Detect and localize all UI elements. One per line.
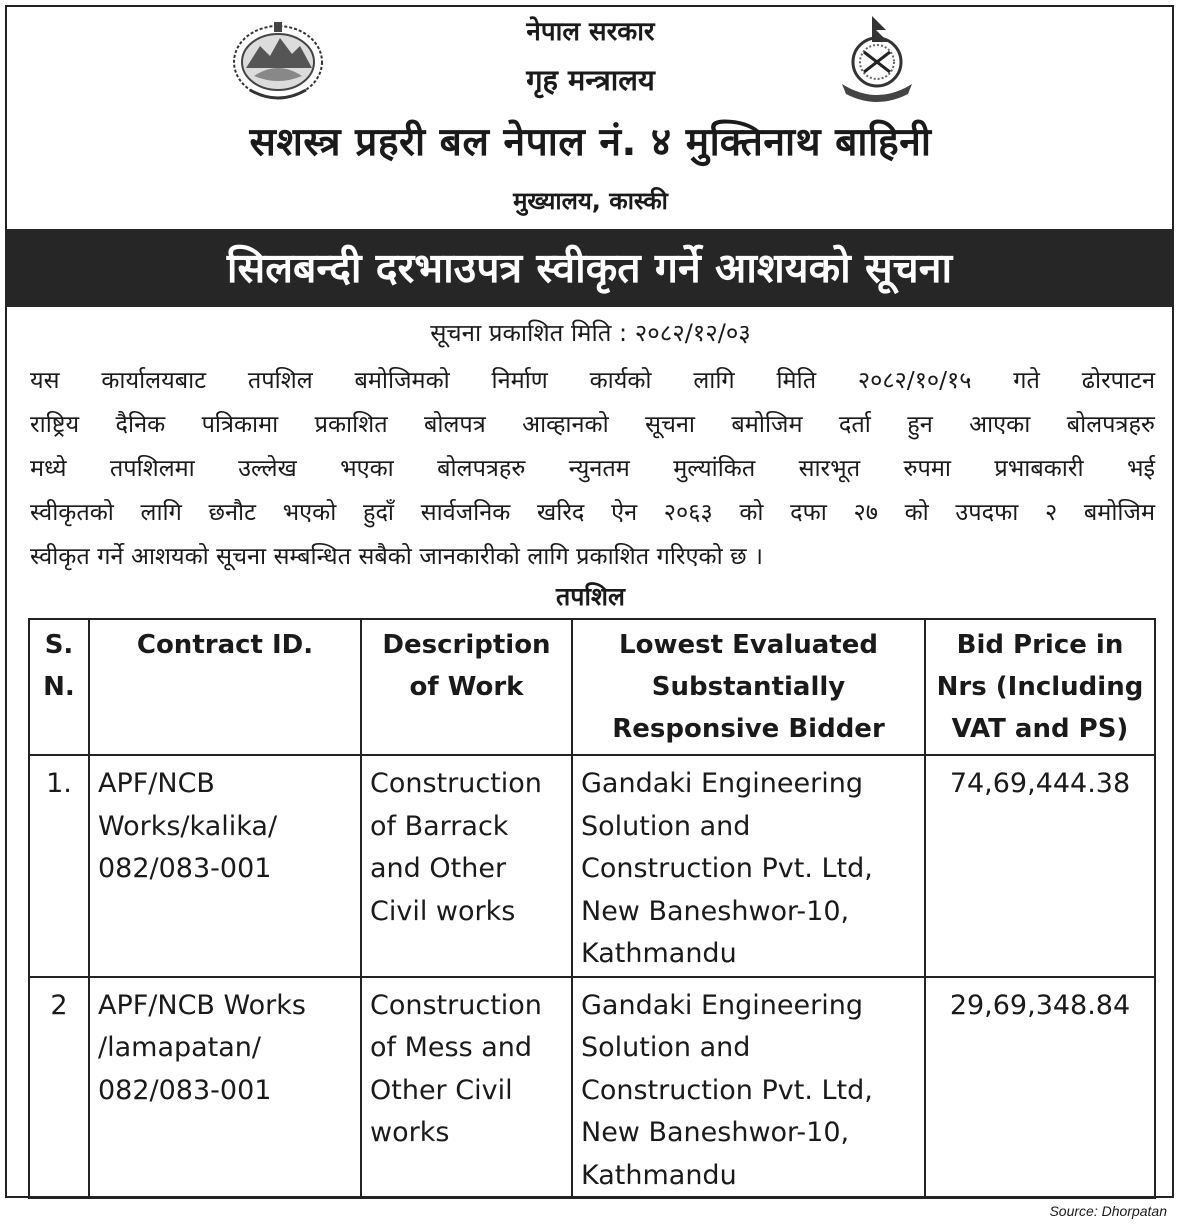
header-contract-id: Contract ID.	[89, 619, 361, 755]
contract-id-cell: APF/NCB Works /lamapatan/ 082/083-001	[89, 977, 361, 1199]
header-bid-price: Bid Price in Nrs (Including VAT and PS)	[925, 619, 1155, 755]
schedule-heading: तपशिल	[556, 582, 625, 611]
notice-body-line: स्वीकृत गर्ने आशयको सूचना सम्बन्धित सबैको जानकारीको लागि प्रकाशित गरिएको छ ।	[30, 542, 763, 570]
organization-name: सशस्त्र प्रहरी बल नेपाल नं. ४ मुक्तिनाथ बाहिनी	[249, 120, 932, 165]
table-row	[29, 755, 1155, 977]
bid-price-cell: 74,69,444.38	[925, 755, 1155, 977]
bidder-cell: Gandaki Engineering Solution and Construction Pvt. Ltd, New Baneshwor-10, Kathmandu	[572, 755, 925, 977]
headquarters-location: मुख्यालय, कास्की	[513, 187, 668, 215]
notice-body-line: यस कार्यालयबाट तपशिल बमोजिमको निर्माण कार्यको लागि मिति २०८२/१०/१५ गते ढोरपाटन	[30, 366, 1155, 394]
notice-body-line: स्वीकृतको लागि छनौट भएको हुदाँ सार्वजनिक खरिद ऐन २०६३ को दफा २७ को उपदफा २ बमोजिम	[30, 498, 1155, 526]
header-bidder: Lowest Evaluated Substantially Responsive Bidder	[572, 619, 925, 755]
serial-number-cell: 2	[29, 977, 89, 1199]
source-credit: Source: Dhorpatan	[1049, 1203, 1167, 1219]
serial-number-cell: 1.	[29, 755, 89, 977]
bidder-cell: Gandaki Engineering Solution and Construction Pvt. Ltd, New Baneshwor-10, Kathmandu	[572, 977, 925, 1199]
header-serial-number: S. N.	[29, 619, 89, 755]
published-date: सूचना प्रकाशित मिति : २०८२/१२/०३	[430, 319, 751, 347]
contract-id-cell: APF/NCB Works/kalika/ 082/083-001	[89, 755, 361, 977]
description-cell: Construction of Mess and Other Civil works	[361, 977, 572, 1199]
table-row	[29, 977, 1155, 1199]
notice-body-line: मध्ये तपशिलमा उल्लेख भएका बोलपत्रहरु न्युनतम मुल्यांकित सारभूत रुपमा प्रभाबकारी भई	[30, 454, 1155, 482]
table-header-row	[29, 619, 1155, 755]
ministry-name: गृह मन्त्रालय	[526, 63, 655, 97]
notice-body-line: राष्ट्रिय दैनिक पत्रिकामा प्रकाशित बोलपत्र आव्हानको सूचना बमोजिम दर्ता हुन आएका बोलपत्रहरु	[30, 410, 1155, 438]
bid-price-cell: 29,69,348.84	[925, 977, 1155, 1199]
header-description: Description of Work	[361, 619, 572, 755]
government-name: नेपाल सरकार	[526, 17, 655, 47]
bid-table	[28, 618, 1156, 1199]
notice-title-banner: सिलबन्दी दरभाउपत्र स्वीकृत गर्ने आशयको सूचना	[5, 229, 1174, 307]
description-cell: Construction of Barrack and Other Civil works	[361, 755, 572, 977]
